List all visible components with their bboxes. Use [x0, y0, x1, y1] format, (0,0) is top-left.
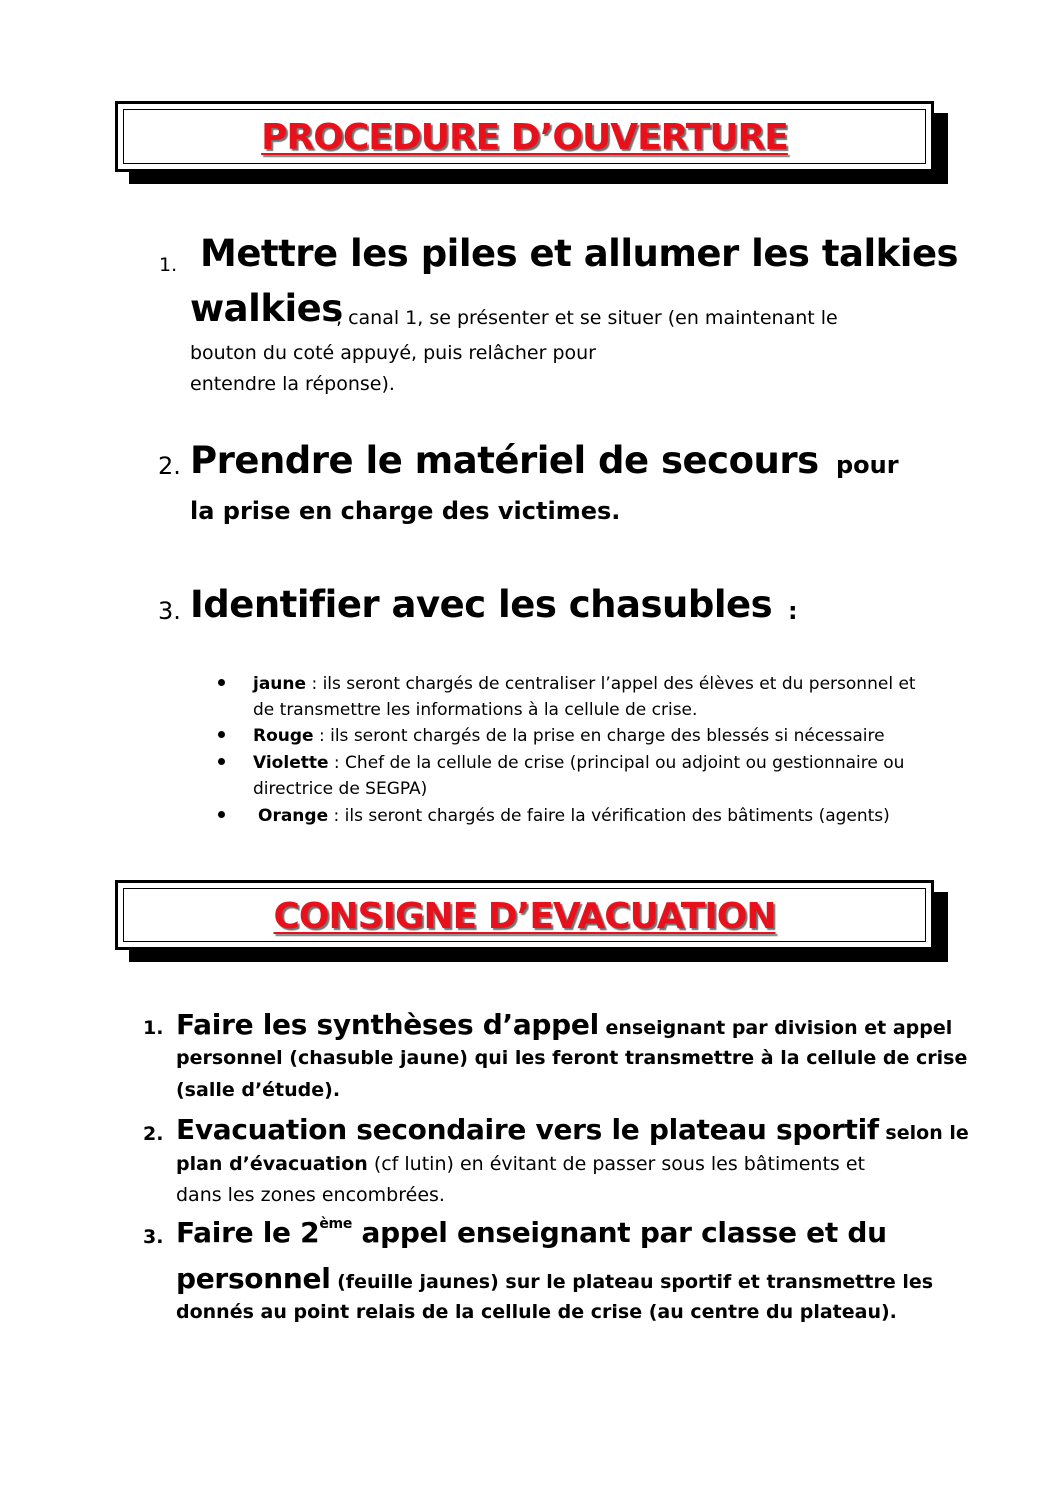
- section-title-ouverture: PROCEDURE D’OUVERTURE: [261, 117, 788, 158]
- item-lead: Mettre les piles et allumer les talkies: [200, 232, 959, 275]
- item-lead: Prendre le matériel de secours: [190, 439, 819, 482]
- item-lead: Faire le 2: [176, 1216, 320, 1249]
- item-text: selon le: [878, 1122, 969, 1144]
- bullet-label: jaune: [253, 674, 307, 694]
- item-number: 1.: [143, 1017, 164, 1039]
- bullet-text: de transmettre les informations à la cellule de crise.: [253, 700, 698, 720]
- item-text: personnel (chasuble jaune) qui les feront transmettre à la cellule de crise: [176, 1047, 968, 1069]
- item-text: (cf lutin) en évitant de passer sous les bâtiments et: [367, 1153, 866, 1175]
- item-number: 3.: [143, 1226, 164, 1248]
- item-number: 1.: [159, 254, 178, 276]
- superscript: ème: [319, 1216, 353, 1232]
- bullet-text: : ils seront chargés de faire la vérification des bâtiments (agents): [328, 806, 890, 826]
- item-lead: appel enseignant par classe et du: [352, 1216, 887, 1249]
- item-lead: Evacuation secondaire vers le plateau sportif: [176, 1113, 879, 1146]
- bullet-text: : ils seront chargés de centraliser l’appel des élèves et du personnel et: [306, 674, 916, 694]
- bullet-text: : ils seront chargés de la prise en charge des blessés si nécessaire: [313, 726, 885, 746]
- item-lead: Identifier avec les chasubles: [190, 583, 773, 626]
- bullet-dot: [218, 758, 225, 765]
- item-number: 3.: [158, 597, 181, 625]
- bullet-dot: [218, 811, 225, 818]
- bullet-label: Violette: [253, 753, 329, 773]
- item-text: pour: [836, 451, 899, 479]
- item-number: 2.: [143, 1123, 164, 1145]
- item-text: donnés au point relais de la cellule de crise (au centre du plateau).: [176, 1301, 897, 1323]
- item-lead: Faire les synthèses d’appel: [176, 1008, 599, 1041]
- bullet-text: directrice de SEGPA): [253, 779, 428, 799]
- item-text: plan d’évacuation: [176, 1153, 368, 1175]
- item-text: dans les zones encombrées.: [176, 1184, 445, 1206]
- item-text: enseignant par division et appel: [598, 1017, 953, 1039]
- bullet-dot: [218, 679, 225, 686]
- bullet-dot: [218, 731, 225, 738]
- bullet-text: : Chef de la cellule de crise (principal ou adjoint ou gestionnaire ou: [328, 753, 905, 773]
- item-text: , canal 1, se présenter et se situer (en maintenant le: [336, 307, 838, 329]
- item-lead-continued: walkies: [190, 287, 343, 330]
- bullet-label: Rouge: [253, 726, 314, 746]
- item-text: entendre la réponse).: [190, 373, 395, 395]
- item-text: bouton du coté appuyé, puis relâcher pour: [190, 342, 596, 364]
- item-lead: personnel: [176, 1262, 331, 1295]
- item-number: 2.: [158, 452, 181, 480]
- item-text: la prise en charge des victimes.: [190, 497, 621, 525]
- item-text: (feuille jaunes) sur le plateau sportif et transmettre les: [330, 1271, 934, 1293]
- item-colon: :: [788, 597, 798, 625]
- section-banner-evacuation: [115, 880, 934, 950]
- item-text: (salle d’étude).: [176, 1079, 341, 1101]
- section-title-evacuation: CONSIGNE D’EVACUATION: [273, 896, 776, 937]
- bullet-label: Orange: [258, 806, 329, 826]
- section-banner-ouverture: [115, 101, 934, 172]
